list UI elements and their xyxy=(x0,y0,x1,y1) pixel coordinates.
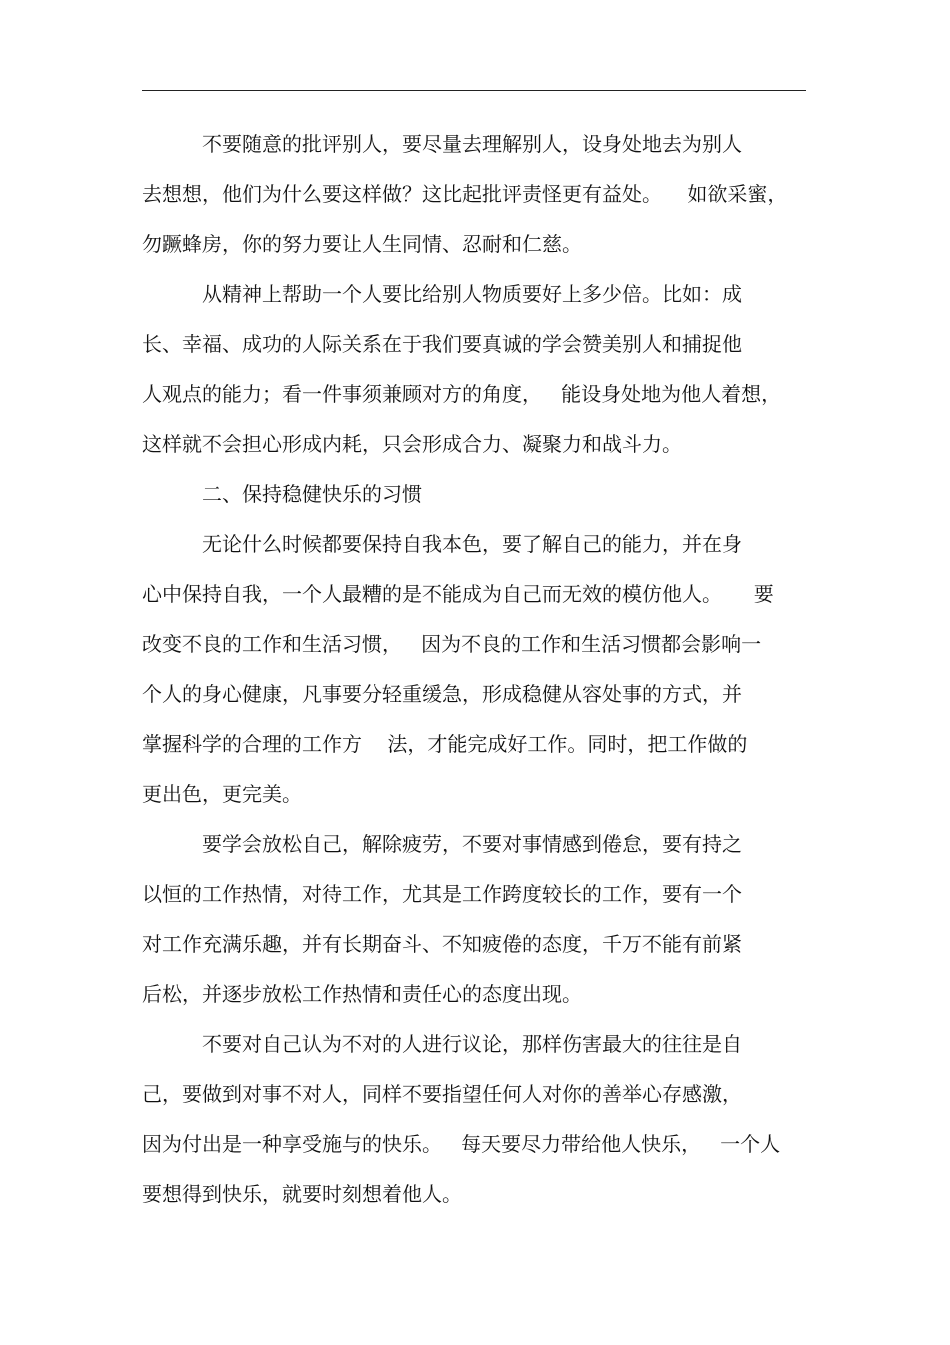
text-line: 掌握科学的合理的工作方 法，才能完成好工作。同时，把工作做的 xyxy=(142,732,748,756)
text-line: 改变不良的工作和生活习惯， 因为不良的工作和生活习惯都会影响一 xyxy=(142,632,762,656)
section-heading: 二、保持稳健快乐的习惯 xyxy=(202,482,422,506)
text-line: 长、幸福、成功的人际关系在于我们要真诚的学会赞美别人和捕捉他 xyxy=(142,332,742,356)
text-line: 人观点的能力；看一件事须兼顾对方的角度， 能设身处地为他人着想， xyxy=(142,382,782,406)
header-rule xyxy=(142,90,806,91)
text-line: 后松，并逐步放松工作热情和责任心的态度出现。 xyxy=(142,982,582,1006)
text-line: 去想想，他们为什么要这样做？这比起批评责怪更有益处。 如欲采蜜， xyxy=(142,182,788,206)
text-line: 因为付出是一种享受施与的快乐。 每天要尽力带给他人快乐， 一个人 xyxy=(142,1132,781,1156)
text-line: 更出色，更完美。 xyxy=(142,782,302,806)
text-line: 要学会放松自己，解除疲劳，不要对事情感到倦怠，要有持之 xyxy=(202,832,742,856)
text-line: 个人的身心健康，凡事要分轻重缓急，形成稳健从容处事的方式，并 xyxy=(142,682,742,706)
text-line: 从精神上帮助一个人要比给别人物质要好上多少倍。比如：成 xyxy=(202,282,742,306)
text-line: 以恒的工作热情，对待工作，尤其是工作跨度较长的工作，要有一个 xyxy=(142,882,742,906)
text-line: 不要随意的批评别人，要尽量去理解别人，设身处地去为别人 xyxy=(202,132,742,156)
text-line: 无论什么时候都要保持自我本色，要了解自己的能力，并在身 xyxy=(202,532,742,556)
text-line: 要想得到快乐，就要时刻想着他人。 xyxy=(142,1182,462,1206)
text-line: 不要对自己认为不对的人进行议论，那样伤害最大的往往是自 xyxy=(202,1032,742,1056)
text-line: 这样就不会担心形成内耗，只会形成合力、凝聚力和战斗力。 xyxy=(142,432,682,456)
text-line: 勿蹶蜂房，你的努力要让人生同情、忍耐和仁慈。 xyxy=(142,232,582,256)
text-line: 心中保持自我，一个人最糟的是不能成为自己而无效的模仿他人。 要 xyxy=(142,582,774,606)
text-line: 己，要做到对事不对人，同样不要指望任何人对你的善举心存感激， xyxy=(142,1082,742,1106)
text-line: 对工作充满乐趣，并有长期奋斗、不知疲倦的态度，千万不能有前紧 xyxy=(142,932,742,956)
